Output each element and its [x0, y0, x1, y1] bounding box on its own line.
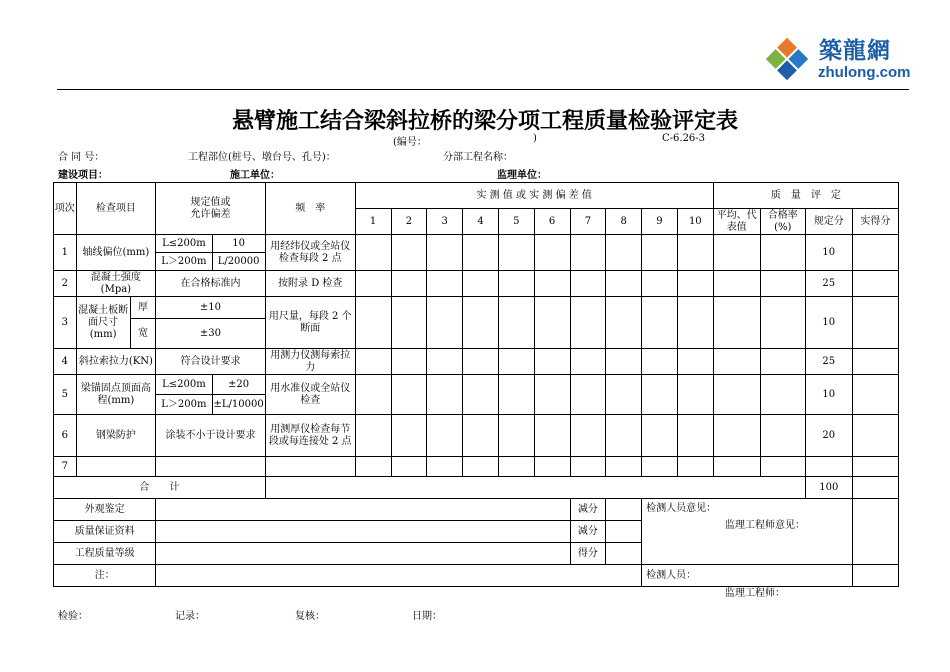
inspector-opinion: 检测人员意见： [642, 499, 853, 565]
row6-rate[interactable] [760, 415, 805, 457]
row1-rate[interactable] [760, 235, 805, 271]
row3-m1[interactable] [355, 297, 391, 349]
appearance-deduct-value[interactable] [606, 499, 642, 521]
row4-avg[interactable] [713, 349, 760, 375]
row1-actual[interactable] [852, 235, 898, 271]
header-check-item: 检查项目 [76, 183, 156, 235]
row5-m8[interactable] [606, 375, 642, 415]
row2-m6[interactable] [534, 271, 570, 297]
row2-m8[interactable] [606, 271, 642, 297]
note-label: 注： [54, 565, 156, 587]
row5-m6[interactable] [534, 375, 570, 415]
row5-actual[interactable] [852, 375, 898, 415]
engineer-sign-spacer [852, 565, 898, 587]
row6-m2[interactable] [391, 415, 427, 457]
inspector-sign: 检测人员： [642, 565, 853, 587]
row5-m9[interactable] [642, 375, 678, 415]
row1-name: 轴线偏位(mm) [76, 235, 156, 271]
row3-label-b: 宽 [130, 319, 156, 349]
row5-m3[interactable] [427, 375, 463, 415]
row4-actual[interactable] [852, 349, 898, 375]
row5-m10[interactable] [677, 375, 713, 415]
row7-m6[interactable] [534, 457, 570, 477]
header-col-7: 7 [570, 209, 606, 235]
header-spec-line1: 规定值或 [190, 196, 231, 208]
part-label: 工程部位(桩号、墩台号、孔号)： [188, 152, 336, 163]
contract-no-label: 合 同 号： [58, 152, 105, 163]
row3-freq: 用尺量，每段 2 个断面 [265, 297, 355, 349]
row2-m5[interactable] [498, 271, 534, 297]
row5-name: 梁锚固点顶面高程(mm) [76, 375, 156, 415]
quality-docs-value[interactable] [156, 521, 570, 543]
page-title: 悬臂施工结合梁斜拉桥的梁分项工程质量检验评定表 [231, 109, 738, 134]
logo-brand-cn: 築龍網 [819, 38, 891, 64]
row4-m5[interactable] [498, 349, 534, 375]
footer-date: 日期： [412, 611, 442, 622]
row4-m1[interactable] [355, 349, 391, 375]
logo-brand-en: zhulong.com [818, 64, 911, 81]
row3-label-a: 厚 [130, 297, 156, 319]
row4-m10[interactable] [677, 349, 713, 375]
row2-m3[interactable] [427, 271, 463, 297]
header-pass-rate: 合格率(%) [760, 209, 805, 235]
row3-m10[interactable] [677, 297, 713, 349]
row6-avg[interactable] [713, 415, 760, 457]
row7-actual[interactable] [852, 457, 898, 477]
row3-m6[interactable] [534, 297, 570, 349]
row2-name: 混凝土强度(Mpa) [76, 271, 156, 297]
row3-val-a: ±10 [156, 297, 265, 319]
header-avg: 平均、代表值 [713, 209, 760, 235]
row3-name: 混凝土板断面尺寸(mm) [76, 297, 130, 349]
row1-avg[interactable] [713, 235, 760, 271]
row7-m2[interactable] [391, 457, 427, 477]
row5-m1[interactable] [355, 375, 391, 415]
row2-m4[interactable] [463, 271, 499, 297]
row7-m1[interactable] [355, 457, 391, 477]
sub-project-label: 分部工程名称： [443, 152, 513, 163]
row2-m7[interactable] [570, 271, 606, 297]
row6-m4[interactable] [463, 415, 499, 457]
logo-mark-icon [760, 32, 814, 86]
row7-name[interactable] [76, 457, 156, 477]
row1-m3[interactable] [427, 235, 463, 271]
row5-val-b: ±L/10000 [212, 395, 265, 415]
row6-freq: 用测厚仪检查每节段或每连接处 2 点 [265, 415, 355, 457]
row3-m9[interactable] [642, 297, 678, 349]
row1-no: 1 [54, 235, 77, 271]
row7-rate[interactable] [760, 457, 805, 477]
row1-m10[interactable] [677, 235, 713, 271]
row6-m5[interactable] [498, 415, 534, 457]
row5-m5[interactable] [498, 375, 534, 415]
row6-m10[interactable] [677, 415, 713, 457]
row2-no: 2 [54, 271, 77, 297]
header-col-2: 2 [391, 209, 427, 235]
row1-val-b: L/20000 [212, 253, 265, 271]
row6-m3[interactable] [427, 415, 463, 457]
row4-rate[interactable] [760, 349, 805, 375]
row1-m9[interactable] [642, 235, 678, 271]
row3-m7[interactable] [570, 297, 606, 349]
row6-m6[interactable] [534, 415, 570, 457]
row2-freq: 按附录 D 检查 [265, 271, 355, 297]
total-actual[interactable] [852, 477, 898, 499]
row1-freq: 用经纬仪或全站仪检查每段 2 点 [265, 235, 355, 271]
row5-val-a: ±20 [212, 375, 265, 395]
row6-m8[interactable] [606, 415, 642, 457]
form-code: C-6.26-3 [662, 133, 706, 144]
total-label: 合 计 [54, 477, 266, 499]
row7-m9[interactable] [642, 457, 678, 477]
header-col-5: 5 [498, 209, 534, 235]
appearance-value[interactable] [156, 499, 570, 521]
footer-record: 记录： [175, 611, 205, 622]
header-col-3: 3 [427, 209, 463, 235]
row3-val-b: ±30 [156, 319, 265, 349]
quality-docs-deduct-value[interactable] [606, 521, 642, 543]
row5-freq: 用水准仪或全站仪检查 [265, 375, 355, 415]
row4-m4[interactable] [463, 349, 499, 375]
row3-m3[interactable] [427, 297, 463, 349]
header-col-10: 10 [677, 209, 713, 235]
row2-actual[interactable] [852, 271, 898, 297]
row7-m8[interactable] [606, 457, 642, 477]
row5-m7[interactable] [570, 375, 606, 415]
row6-m7[interactable] [570, 415, 606, 457]
row7-m7[interactable] [570, 457, 606, 477]
header-frequency: 频 率 [265, 183, 355, 235]
row4-m6[interactable] [534, 349, 570, 375]
row6-m1[interactable] [355, 415, 391, 457]
row2-rate[interactable] [760, 271, 805, 297]
row4-m8[interactable] [606, 349, 642, 375]
row7-m3[interactable] [427, 457, 463, 477]
supervisor-label: 监理单位： [497, 170, 547, 181]
row3-m2[interactable] [391, 297, 427, 349]
row6-no: 6 [54, 415, 77, 457]
row6-spec: 涂装不小于设计要求 [156, 415, 265, 457]
grade-score-value[interactable] [606, 543, 642, 565]
row2-m10[interactable] [677, 271, 713, 297]
row1-score: 10 [805, 235, 852, 271]
row2-m2[interactable] [391, 271, 427, 297]
row7-score[interactable] [805, 457, 852, 477]
row1-m7[interactable] [570, 235, 606, 271]
row3-m4[interactable] [463, 297, 499, 349]
grade-score-label: 得分 [570, 543, 606, 565]
note-value[interactable] [156, 565, 642, 587]
total-score: 100 [805, 477, 852, 499]
row5-score: 10 [805, 375, 852, 415]
code-label: (编号： [393, 137, 427, 148]
row7-freq[interactable] [265, 457, 355, 477]
row4-no: 4 [54, 349, 77, 375]
header-item-no: 项次 [54, 183, 77, 235]
row4-name: 斜拉索拉力(KN) [76, 349, 156, 375]
header-col-8: 8 [606, 209, 642, 235]
code-close: ) [533, 133, 537, 144]
header-quality: 质 量 评 定 [713, 183, 898, 209]
row4-score: 25 [805, 349, 852, 375]
row7-m4[interactable] [463, 457, 499, 477]
row2-m9[interactable] [642, 271, 678, 297]
row6-name: 钢梁防护 [76, 415, 156, 457]
row3-m5[interactable] [498, 297, 534, 349]
header-spec [156, 183, 265, 235]
row3-m8[interactable] [606, 297, 642, 349]
row7-avg[interactable] [713, 457, 760, 477]
header-spec-score: 规定分 [805, 209, 852, 235]
header-col-9: 9 [642, 209, 678, 235]
row4-spec: 符合设计要求 [156, 349, 265, 375]
row1-m2[interactable] [391, 235, 427, 271]
total-blank [265, 477, 805, 499]
row1-val-a: 10 [212, 235, 265, 253]
engineer-sign: 监理工程师： [725, 588, 785, 599]
row4-m3[interactable] [427, 349, 463, 375]
row4-m9[interactable] [642, 349, 678, 375]
grade-value[interactable] [156, 543, 570, 565]
row4-m2[interactable] [391, 349, 427, 375]
row3-avg[interactable] [713, 297, 760, 349]
row5-m2[interactable] [391, 375, 427, 415]
footer-review: 复核： [295, 611, 325, 622]
constructor-label: 施工单位： [230, 170, 280, 181]
row4-m7[interactable] [570, 349, 606, 375]
row6-m9[interactable] [642, 415, 678, 457]
row4-freq: 用测力仪测每索拉力 [265, 349, 355, 375]
builder-label: 建设项目： [58, 170, 108, 181]
appearance-deduct-label: 减分 [570, 499, 606, 521]
footer-check: 检验： [58, 611, 88, 622]
zhulong-logo [760, 32, 910, 86]
row7-m5[interactable] [498, 457, 534, 477]
quality-docs-label: 质量保证资料 [54, 521, 156, 543]
row3-score: 10 [805, 297, 852, 349]
row1-m6[interactable] [534, 235, 570, 271]
row1-cond-b: L＞200m [156, 253, 212, 271]
row1-m8[interactable] [606, 235, 642, 271]
row5-m4[interactable] [463, 375, 499, 415]
quality-docs-deduct-label: 减分 [570, 521, 606, 543]
row2-spec: 在合格标准内 [156, 271, 265, 297]
appearance-label: 外观鉴定 [54, 499, 156, 521]
row7-spec[interactable] [156, 457, 265, 477]
row5-no: 5 [54, 375, 77, 415]
header-rule [57, 89, 909, 90]
row7-m10[interactable] [677, 457, 713, 477]
row1-m1[interactable] [355, 235, 391, 271]
row5-cond-a: L≤200m [156, 375, 212, 395]
row1-cond-a: L≤200m [156, 235, 212, 253]
row1-m5[interactable] [498, 235, 534, 271]
row5-cond-b: L＞200m [156, 395, 212, 415]
header-actual-score: 实得分 [852, 209, 898, 235]
row2-m1[interactable] [355, 271, 391, 297]
header-spec-line2: 允许偏差 [190, 208, 231, 220]
row6-actual[interactable] [852, 415, 898, 457]
row3-no: 3 [54, 297, 77, 349]
engineer-opinion-spacer [852, 499, 898, 565]
grade-label: 工程质量等级 [54, 543, 156, 565]
row2-avg[interactable] [713, 271, 760, 297]
row5-rate[interactable] [760, 375, 805, 415]
row7-no: 7 [54, 457, 77, 477]
header-measured: 实 测 值 或 实 测 偏 差 值 [355, 183, 713, 209]
row5-avg[interactable] [713, 375, 760, 415]
row3-rate[interactable] [760, 297, 805, 349]
header-col-4: 4 [463, 209, 499, 235]
engineer-opinion: 监理工程师意见： [725, 520, 805, 531]
row6-score: 20 [805, 415, 852, 457]
header-col-1: 1 [355, 209, 391, 235]
header-col-6: 6 [534, 209, 570, 235]
row1-m4[interactable] [463, 235, 499, 271]
row3-actual[interactable] [852, 297, 898, 349]
row2-score: 25 [805, 271, 852, 297]
